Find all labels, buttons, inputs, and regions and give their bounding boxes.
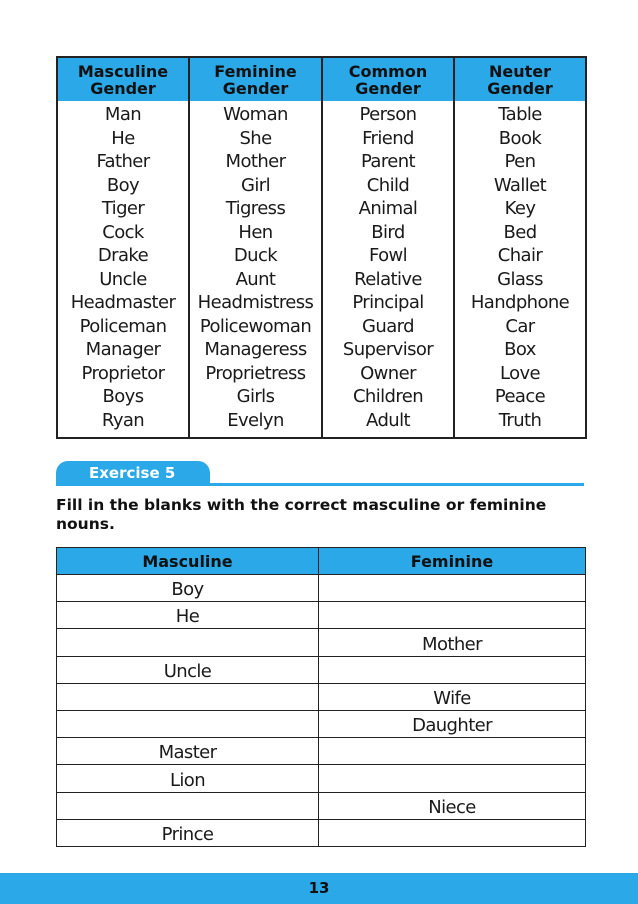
gender-word: Boys (102, 386, 144, 407)
header-line: Gender (222, 79, 289, 98)
gender-word: Animal (358, 198, 418, 219)
masculine-cell: Boy (57, 575, 319, 602)
gender-word: Book (498, 127, 542, 149)
gender-word: Wallet (493, 174, 547, 196)
header-line: Neuter (488, 62, 552, 81)
gender-word: He (111, 127, 135, 149)
exercise-table-body (57, 575, 586, 847)
gender-word: Manageress (204, 339, 307, 360)
gender-word: Table (498, 104, 542, 125)
gender-word: Duck (233, 245, 278, 266)
gender-word: Aunt (235, 268, 276, 290)
gender-table-header-row (57, 57, 586, 101)
gender-word: Evelyn (227, 409, 284, 431)
gender-word: She (239, 127, 272, 149)
feminine-cell (319, 765, 586, 792)
masculine-column (57, 101, 189, 438)
exercise-row (57, 792, 586, 819)
gender-word: Bed (503, 221, 537, 243)
masculine-cell: Uncle (57, 656, 319, 683)
gender-word: Chair (497, 245, 543, 266)
header-line: Gender (355, 79, 421, 98)
feminine-column (189, 101, 322, 438)
gender-word: Hen (238, 221, 273, 243)
exercise-row (57, 575, 586, 602)
header-masculine: Masculine (57, 548, 319, 575)
exercise-row (57, 683, 586, 710)
header-line: Gender (90, 79, 156, 98)
masculine-cell: He (57, 602, 319, 629)
exercise-row (57, 710, 586, 737)
gender-table-body-row (57, 101, 586, 438)
feminine-cell (319, 575, 586, 602)
gender-word: Woman (223, 104, 288, 125)
masculine-cell: Master (57, 738, 319, 765)
gender-word: Ryan (101, 409, 145, 431)
gender-word: Relative (354, 268, 422, 290)
gender-word: Policeman (79, 315, 167, 337)
gender-word: Manager (85, 339, 161, 360)
feminine-cell: Niece (319, 792, 586, 819)
page-number: 13 (308, 879, 330, 897)
gender-word: Supervisor (342, 339, 434, 360)
feminine-cell: Wife (319, 683, 586, 710)
masculine-cell (57, 710, 319, 737)
gender-word: Drake (97, 245, 149, 266)
feminine-cell (319, 602, 586, 629)
header-common-gender (322, 57, 454, 101)
gender-word: Handphone (470, 292, 570, 313)
feminine-cell (319, 738, 586, 765)
gender-word: Friend (362, 127, 414, 149)
exercise-row (57, 602, 586, 629)
feminine-cell: Mother (319, 629, 586, 656)
gender-word: Car (505, 315, 535, 337)
header-neuter-gender (454, 57, 586, 101)
header-feminine: Feminine (319, 548, 586, 575)
gender-word: Man (104, 104, 142, 125)
feminine-cell (319, 656, 586, 683)
common-column (322, 101, 454, 438)
masculine-cell (57, 629, 319, 656)
exercise-row (57, 819, 586, 846)
exercise-row (57, 765, 586, 792)
exercise-table (56, 547, 586, 847)
gender-word: Principal (352, 292, 424, 313)
masculine-cell: Prince (57, 819, 319, 846)
gender-word: Glass (497, 268, 543, 290)
gender-word: Uncle (99, 268, 147, 290)
header-feminine-gender (189, 57, 322, 101)
gender-word: Adult (366, 409, 410, 431)
header-line: Feminine (214, 62, 297, 81)
masculine-cell: Lion (57, 765, 319, 792)
gender-word: Key (504, 198, 536, 219)
gender-word: Children (352, 386, 424, 407)
exercise-row (57, 738, 586, 765)
gender-word: Tigress (225, 198, 286, 219)
gender-word: Box (504, 339, 536, 360)
exercise-table-header-row (57, 548, 586, 575)
gender-word: Parent (360, 151, 416, 172)
exercise-row (57, 629, 586, 656)
gender-word: Proprietress (205, 362, 306, 384)
gender-word: Headmistress (197, 292, 314, 313)
masculine-cell (57, 683, 319, 710)
exercise-title-tab: Exercise 5 (56, 461, 210, 485)
header-line: Masculine (77, 62, 169, 81)
gender-word: Bird (371, 221, 405, 243)
exercise-row (57, 656, 586, 683)
feminine-cell: Daughter (319, 710, 586, 737)
footer-band (0, 873, 638, 904)
exercise-instruction: Fill in the blanks with the correct masculine or feminine nouns. (56, 496, 547, 533)
gender-word: Proprietor (81, 362, 165, 384)
header-masculine-gender (57, 57, 189, 101)
gender-word: Tiger (101, 198, 145, 219)
gender-word: Owner (360, 362, 416, 384)
gender-word: Mother (225, 151, 286, 172)
gender-word: Guard (362, 315, 414, 337)
gender-word: Boy (106, 174, 140, 196)
gender-word: Child (366, 174, 410, 196)
gender-word: Girls (236, 386, 275, 407)
gender-word: Policewoman (199, 315, 312, 337)
gender-word: Pen (504, 151, 536, 172)
gender-word: Fowl (368, 245, 408, 266)
header-line: Common (348, 62, 428, 81)
gender-word: Peace (494, 386, 546, 407)
gender-table (56, 56, 587, 439)
gender-word: Father (96, 151, 150, 172)
exercise-divider (56, 483, 584, 486)
gender-word: Cock (102, 221, 144, 243)
neuter-column (454, 101, 586, 438)
header-line: Gender (487, 79, 553, 98)
gender-word: Headmaster (70, 292, 176, 313)
gender-word: Girl (241, 174, 270, 196)
feminine-cell (319, 819, 586, 846)
masculine-cell (57, 792, 319, 819)
gender-word: Love (499, 362, 541, 384)
gender-word: Person (359, 104, 417, 125)
gender-word: Truth (498, 409, 542, 431)
